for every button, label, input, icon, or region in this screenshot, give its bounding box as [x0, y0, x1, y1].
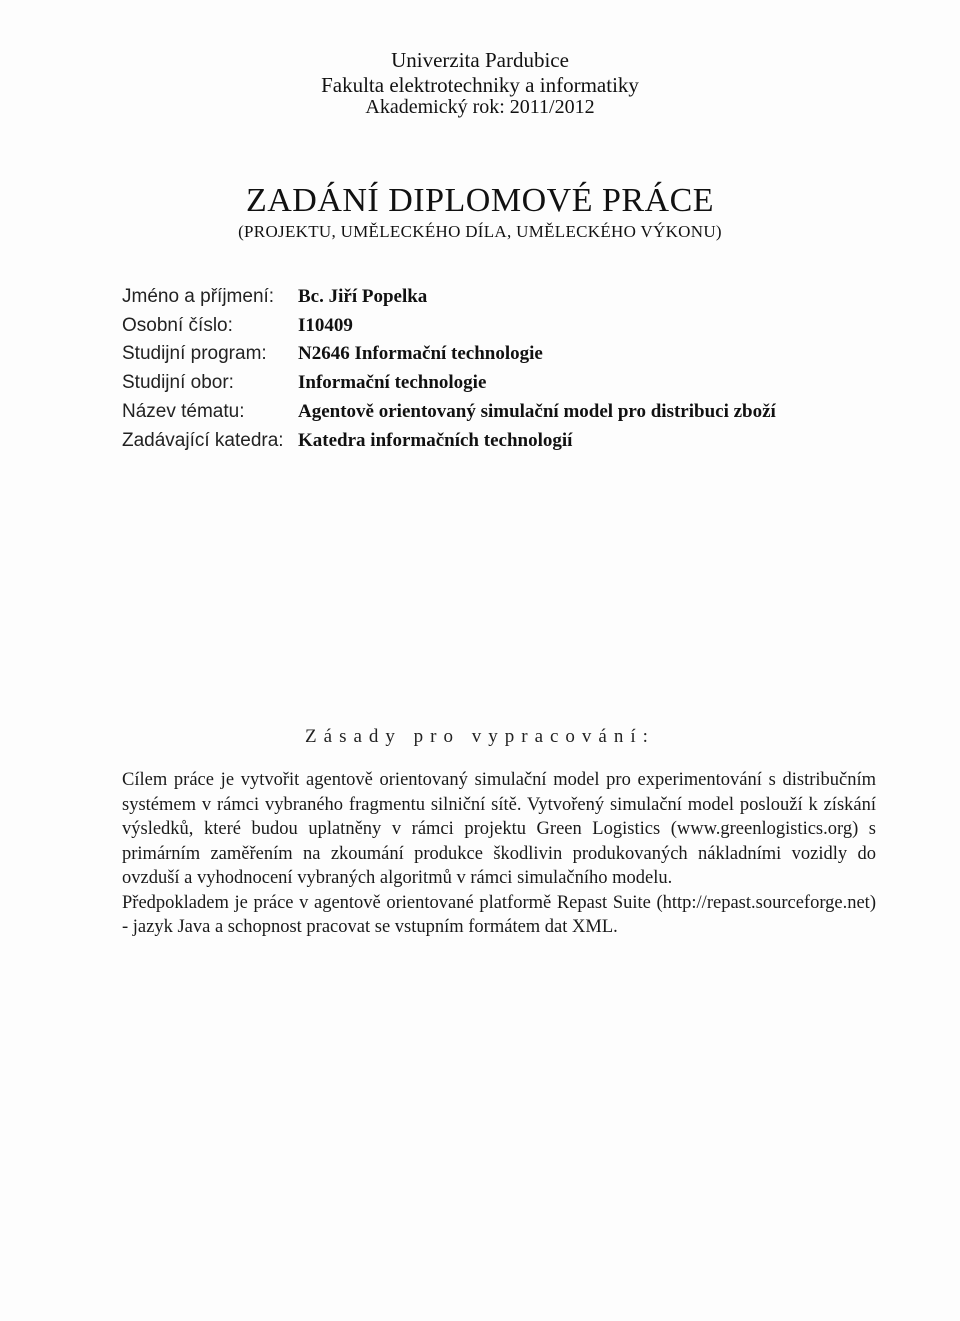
field-value: Agentově orientovaný simulační model pro distribuci zboží [298, 401, 776, 422]
principles-heading: Zásady pro vypracování: [305, 726, 655, 747]
field-value: Informační technologie [298, 372, 487, 393]
field-value: I10409 [298, 315, 353, 336]
university-name: Univerzita Pardubice [391, 48, 569, 72]
field-value: Katedra informačních technologií [298, 430, 573, 451]
field-label: Studijní obor: [122, 372, 234, 393]
field-personal-number [122, 315, 882, 343]
academic-year: Akademický rok: 2011/2012 [365, 96, 595, 118]
field-study-program [122, 343, 882, 371]
field-label: Název tématu: [122, 401, 245, 422]
document-subtitle: (PROJEKTU, UMĚLECKÉHO DÍLA, UMĚLECKÉHO VÝKONU) [238, 222, 722, 241]
field-label: Studijní program: [122, 343, 267, 364]
field-label: Zadávající katedra: [122, 430, 284, 451]
faculty-name: Fakulta elektrotechniky a informatiky [321, 73, 639, 97]
principles-body [122, 768, 876, 940]
field-value: N2646 Informační technologie [298, 343, 543, 364]
field-value: Bc. Jiří Popelka [298, 286, 428, 307]
principles-paragraph: Předpokladem je práce v agentově orientované platformě Repast Suite (http://repast.sourceforge.net) - jazyk Java a schopnost pracovat se vstupním formátem dat XML. [122, 892, 876, 937]
field-label: Osobní číslo: [122, 315, 233, 336]
field-topic [122, 401, 882, 429]
document-title: ZADÁNÍ DIPLOMOVÉ PRÁCE [245, 182, 715, 219]
principles-paragraph: Cílem práce je vytvořit agentově orientovaný simulační model pro experimentování s distribučním systémem v rámci vybraného fragmentu silniční sítě. Vytvořený simulační model poslouží k získání výsledků, které budou uplatněny v rámci projektu Green Logistics (www.greenlogistics.org) s primárním zaměřením na zkoumání produkce škodlivin produkovaných nákladními vozidly do ovzduší a vyhodnocení vybraných algoritmů v rámci simulačního modelu. [122, 770, 876, 888]
field-name [122, 286, 882, 314]
field-study-field [122, 372, 882, 400]
field-department [122, 430, 882, 458]
field-label: Jméno a příjmení: [122, 286, 275, 307]
